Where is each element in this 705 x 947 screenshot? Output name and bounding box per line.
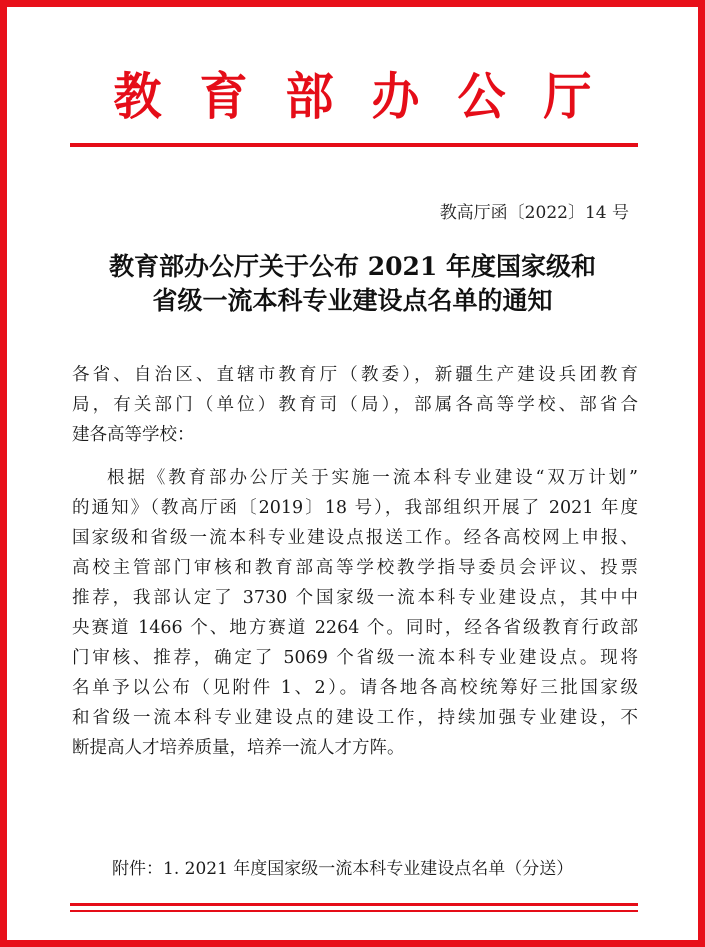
addressee-line: 建各高等学校： [72,425,195,445]
notice-title [0,250,705,318]
title-line-1: 教育部办公厅关于公布 2021 年度国家级和 [109,252,596,281]
paragraph-line: 断提高人才培养质量，培养一流人才方阵。 [72,738,405,758]
paragraph-line: 国家级和省级一流本科专业建设点报送工作。经各高校网上申报、 [72,528,638,548]
paragraph-line: 央赛道 1466 个、地方赛道 2264 个。同时，经各省级教育行政部 [72,618,638,638]
paragraph-line: 门审核、推荐，确定了 5069 个省级一流本科专业建设点。现将 [72,648,638,668]
title-line-2: 省级一流本科专业建设点名单的通知 [152,286,553,315]
footer-red-rule-thick [70,903,638,906]
addressee-line: 局，有关部门（单位）教育司（局），部属各高等学校、部省合 [72,395,638,415]
addressee-line: 各省、自治区、直辖市教育厅（教委），新疆生产建设兵团教育 [72,365,638,385]
paragraph-line: 名单予以公布（见附件 1、2）。请各地各高校统筹好三批国家级 [72,678,638,698]
footer-red-rule-thin [70,910,638,912]
paragraph-line: 推荐，我部认定了 3730 个国家级一流本科专业建设点，其中中 [72,588,638,608]
paragraph-line: 根据《教育部办公厅关于实施一流本科专业建设“双万计划” [107,468,638,488]
body-paragraph [72,463,638,763]
paragraph-line: 的通知》（教高厅函〔2019〕18 号），我部组织开展了 2021 年度 [72,498,638,518]
document-number: 教高厅函〔2022〕14 号 [439,203,629,223]
addressee-block [72,360,638,450]
masthead-red-rule [70,143,638,147]
agency-masthead: 教育部办公厅 [113,67,630,127]
paragraph-line: 和省级一流本科专业建设点的建设工作，持续加强专业建设，不 [72,708,638,728]
paragraph-line: 高校主管部门审核和教育部高等学校教学指导委员会评议、投票 [72,558,638,578]
attachment-note: 附件：1. 2021 年度国家级一流本科专业建设点名单（分送） [112,859,574,879]
